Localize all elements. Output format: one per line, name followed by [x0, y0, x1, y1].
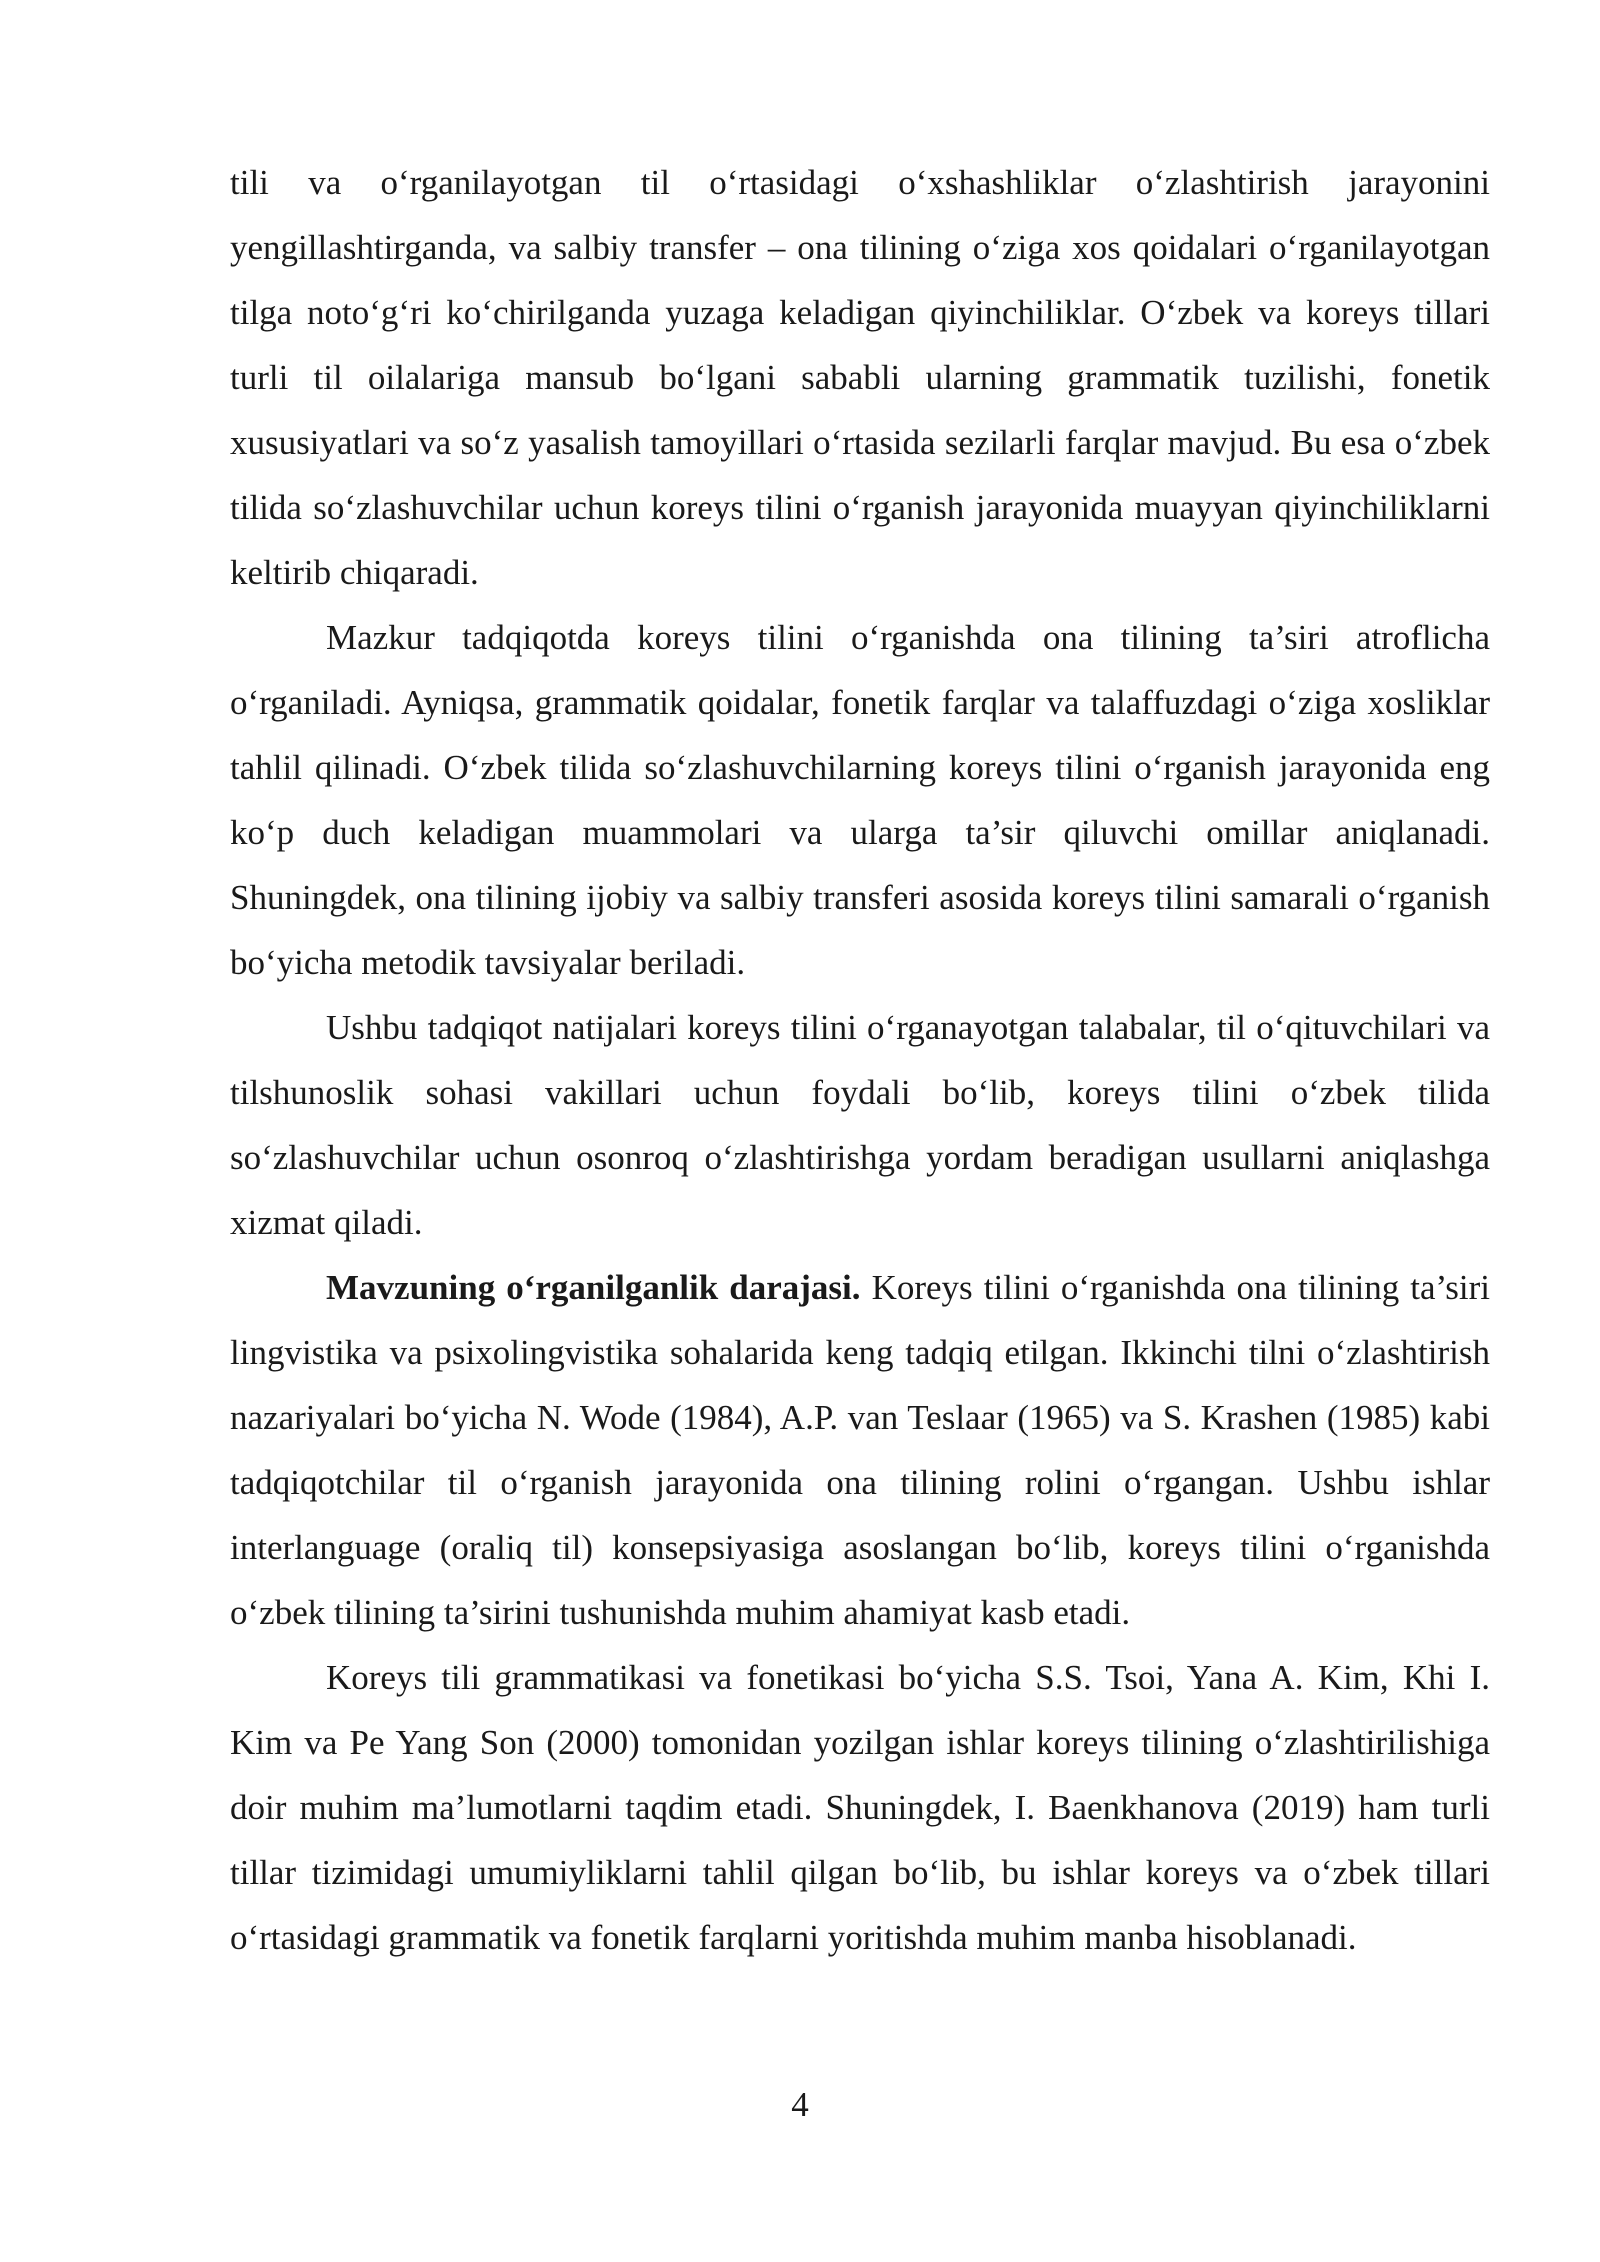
paragraph-4-text: Koreys tilini o‘rganishda ona tilining ta’siri lingvistika va psixolingvistika sohalarida keng tadqiq etilgan. Ikkinchi tilni o‘zlashtirish nazariyalari bo‘yicha N. Wode (1984), A.P. van Teslaar (1965) va S. Krashen (1985) kabi tadqiqotchilar til o‘rganish jarayonida ona tilining rolini o‘rgangan. Ushbu ishlar interlanguage (oraliq til) konsepsiyasiga asoslangan bo‘lib, koreys tilini o‘rganishda o‘zbek tilining ta’sirini tushunishda muhim ahamiyat kasb etadi. — [230, 1268, 1490, 1632]
paragraph-2 — [230, 605, 1490, 995]
paragraph-2-text: Mazkur tadqiqotda koreys tilini o‘rganishda ona tilining ta’siri atroflicha o‘rganiladi. Ayniqsa, grammatik qoidalar, fonetik farqlar va talaffuzdagi o‘ziga xosliklar tahlil qilinadi. O‘zbek tilida so‘zlashuvchilarning koreys tilini o‘rganish jarayonida eng ko‘p duch keladigan muammolari va ularga ta’sir qiluvchi omillar aniqlanadi. Shuningdek, ona tilining ijobiy va salbiy transferi asosida koreys tilini samarali o‘rganish bo‘yicha metodik tavsiyalar beriladi. — [230, 618, 1490, 982]
document-page — [230, 150, 1490, 1970]
paragraph-1 — [230, 150, 1490, 605]
paragraph-5 — [230, 1645, 1490, 1970]
paragraph-1-text: tili va o‘rganilayotgan til o‘rtasidagi o‘xshashliklar o‘zlashtirish jarayonini yengillashtirganda, va salbiy transfer – ona tilining o‘ziga xos qoidalari o‘rganilayotgan tilga noto‘g‘ri ko‘chirilganda yuzaga keladigan qiyinchiliklar. O‘zbek va koreys tillari turli til oilalariga mansub bo‘lgani sababli ularning grammatik tuzilishi, fonetik xususiyatlari va so‘z yasalish tamoyillari o‘rtasida sezilarli farqlar mavjud. Bu esa o‘zbek tilida so‘zlashuvchilar uchun koreys tilini o‘rganish jarayonida muayyan qiyinchiliklarni keltirib chiqaradi. — [230, 163, 1490, 592]
page-number: 4 — [791, 2085, 809, 2124]
paragraph-3-text: Ushbu tadqiqot natijalari koreys tilini o‘rganayotgan talabalar, til o‘qituvchilari va tilshunoslik sohasi vakillari uchun foydali bo‘lib, koreys tilini o‘zbek tilida so‘zlashuvchilar uchun osonroq o‘zlashtirishga yordam beradigan usullarni aniqlashga xizmat qiladi. — [230, 1008, 1490, 1242]
paragraph-4 — [230, 1255, 1490, 1645]
paragraph-3 — [230, 995, 1490, 1255]
paragraph-5-text: Koreys tili grammatikasi va fonetikasi bo‘yicha S.S. Tsoi, Yana A. Kim, Khi I. Kim va Pe Yang Son (2000) tomonidan yozilgan ishlar koreys tilining o‘zlashtirilishiga doir muhim ma’lumotlarni taqdim etadi. Shuningdek, I. Baenkhanova (2019) ham turli tillar tizimidagi umumiyliklarni tahlil qilgan bo‘lib, bu ishlar koreys va o‘zbek tillari o‘rtasidagi grammatik va fonetik farqlarni yoritishda muhim manba hisoblanadi. — [230, 1658, 1490, 1957]
section-heading-inline: Mavzuning o‘rganilganlik darajasi. — [326, 1268, 861, 1307]
